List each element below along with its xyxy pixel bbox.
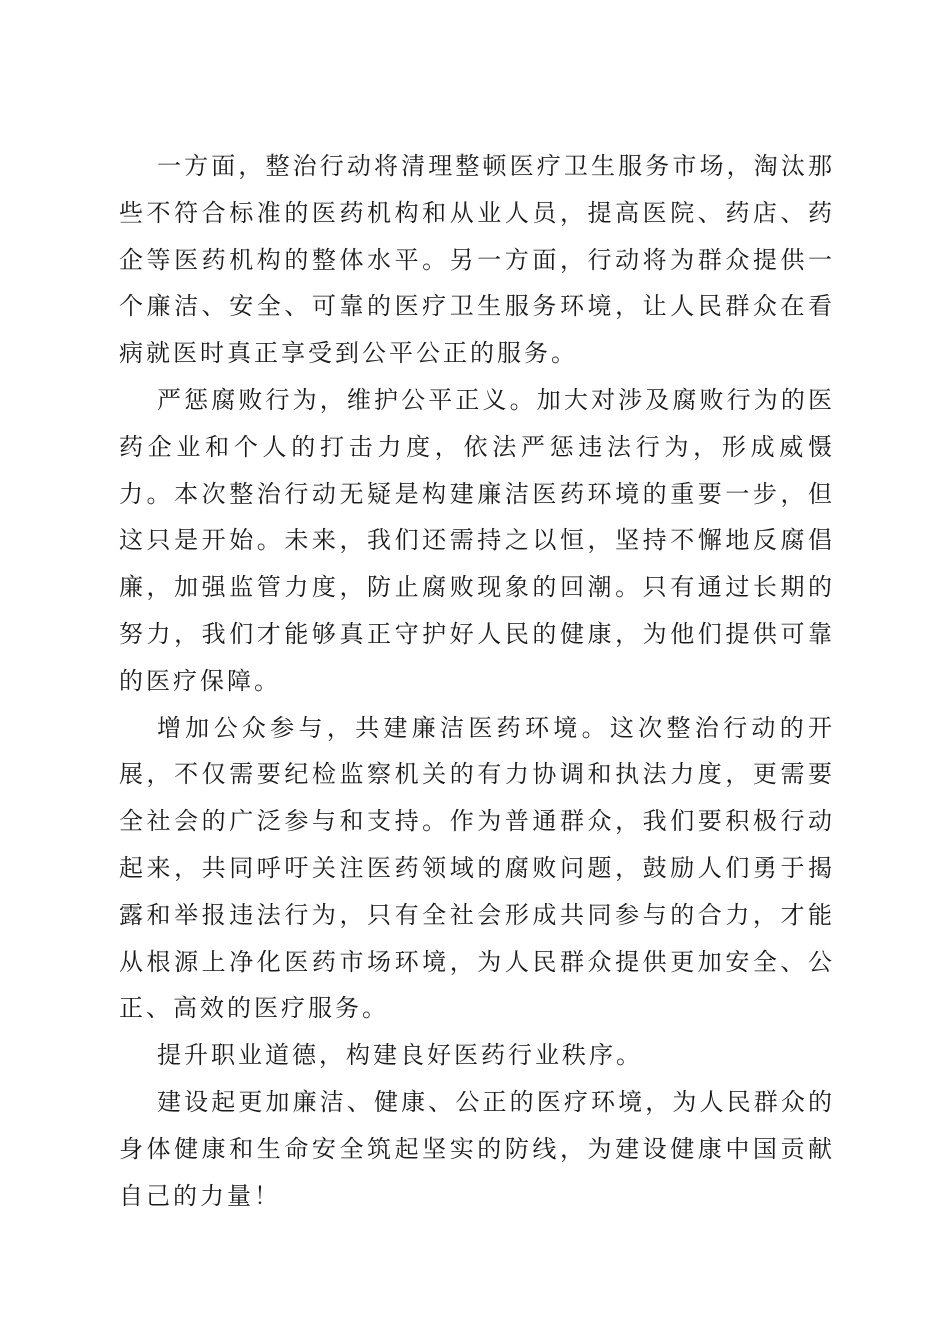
- paragraph-conclusion: 建设起更加廉洁、健康、公正的医疗环境，为人民群众的身体健康和生命安全筑起坚实的防线，为建设健康中国贡献自己的力量！: [119, 1087, 835, 1210]
- paragraph-professional-ethics: 提升职业道德，构建良好医药行业秩序。: [157, 1041, 643, 1070]
- paragraph-public-participation: 增加公众参与，共建廉洁医药环境。这次整治行动的开展，不仅需要纪检监察机关的有力协调和执法力度，更需要全社会的广泛参与和支持。作为普通群众，我们要积极行动起来，共同呼吁关注医药领域的腐败问题，鼓励人们勇于揭露和举报违法行为，只有全社会形成共同参与的合力，才能从根源上净化医药市场环境，为人民群众提供更加安全、公正、高效的医疗服务。: [119, 713, 835, 1023]
- document-body: [119, 143, 835, 1219]
- paragraph-punish-corruption: 严惩腐败行为，维护公平正义。加大对涉及腐败行为的医药企业和个人的打击力度，依法严惩违法行为，形成威慑力。本次整治行动无疑是构建廉洁医药环境的重要一步，但这只是开始。未来，我们还需持之以恒，坚持不懈地反腐倡廉，加强监管力度，防止腐败现象的回潮。只有通过长期的努力，我们才能够真正守护好人民的健康，为他们提供可靠的医疗保障。: [119, 385, 835, 695]
- paragraph-market-regulation: 一方面，整治行动将清理整顿医疗卫生服务市场，淘汰那些不符合标准的医药机构和从业人员，提高医院、药店、药企等医药机构的整体水平。另一方面，行动将为群众提供一个廉洁、安全、可靠的医疗卫生服务环境，让人民群众在看病就医时真正享受到公平公正的服务。: [119, 152, 835, 368]
